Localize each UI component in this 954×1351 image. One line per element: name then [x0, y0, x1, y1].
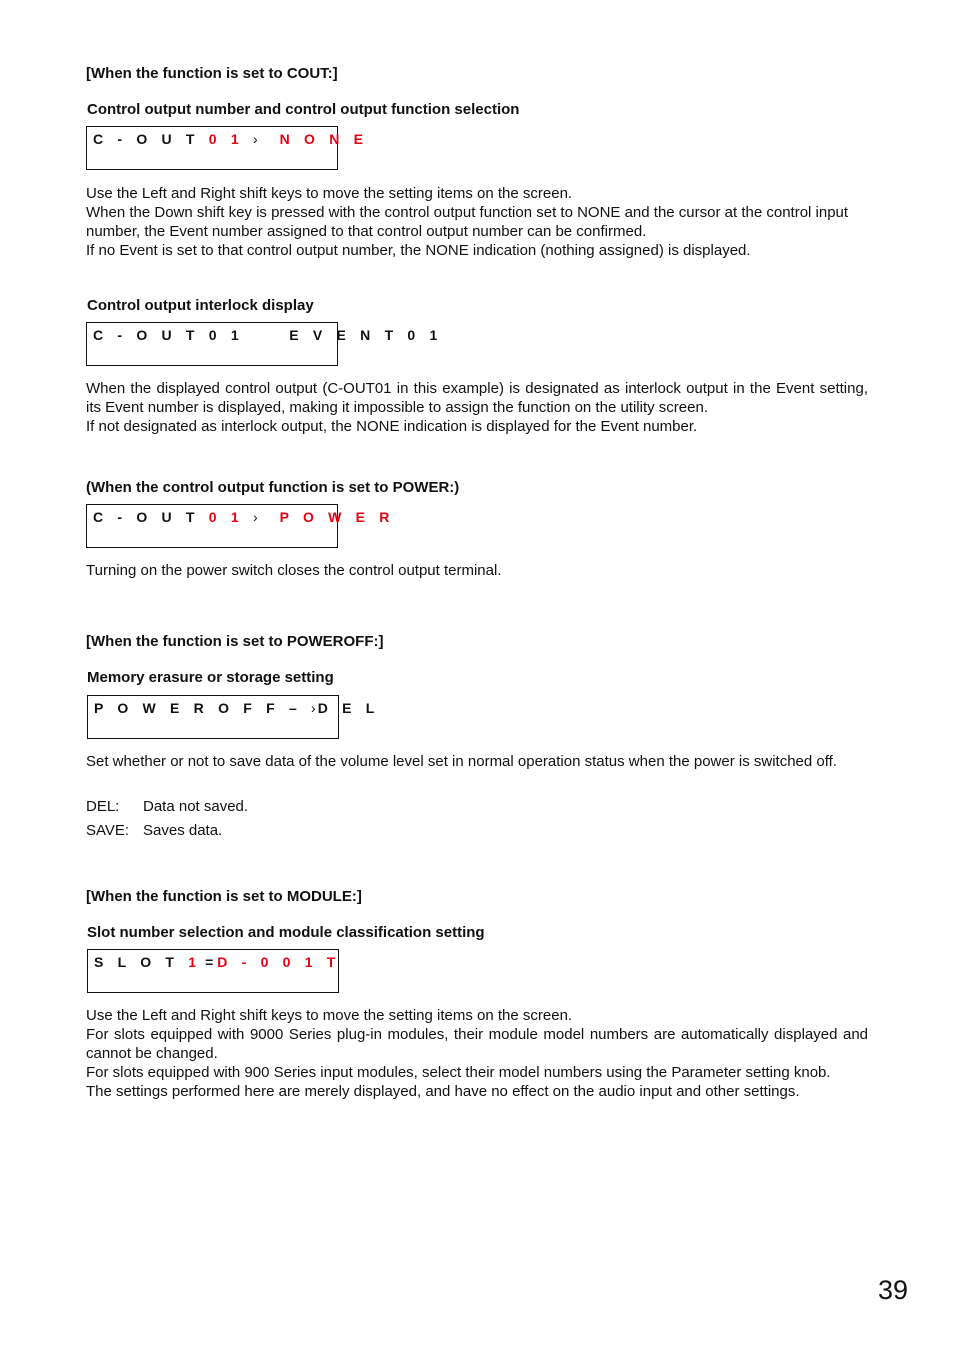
paragraph-interlock: [86, 379, 868, 436]
text-line: Use the Left and Right shift keys to move the setting items on the screen.: [86, 1007, 573, 1024]
section-heading-poweroff: [When the function is set to POWEROFF:]: [86, 633, 384, 650]
option-term: SAVE:: [86, 822, 130, 839]
lcd-value: D E L: [317, 700, 380, 716]
paragraph-power: Turning on the power switch closes the control output terminal.: [86, 562, 502, 579]
text-line: If not designated as interlock output, the NONE indication is displayed for the Event number.: [86, 418, 698, 435]
lcd-function-value: N O N E: [279, 131, 369, 147]
text-line: The settings performed here are merely displayed, and have no effect on the audio input and other settings.: [86, 1083, 800, 1100]
section-heading-module: [When the function is set to MODULE:]: [86, 888, 362, 905]
lcd-prefix: S L O T: [94, 954, 189, 970]
lcd-display-cout-none: [86, 126, 369, 170]
cursor-arrow-icon: ›: [252, 131, 258, 147]
lcd-equals: =: [201, 954, 218, 970]
text-line: For slots equipped with 9000 Series plug-in modules, their module model numbers are automatically displayed and cannot be changed.: [86, 1026, 868, 1062]
page-number: 39: [877, 1275, 908, 1305]
text-line: When the Down shift key is pressed with the control output function set to NONE and the cursor at the control input number, the Event number assigned to that control output number can be confirmed.: [86, 204, 849, 240]
lcd-slot-number: 1: [188, 954, 202, 970]
subheading-slot-selection: Slot number selection and module classification setting: [87, 924, 485, 941]
cursor-arrow-icon: ›: [311, 700, 316, 716]
option-row: [86, 819, 248, 843]
text-line: For slots equipped with 900 Series input modules, select their model numbers using the Parameter setting knob.: [86, 1064, 831, 1081]
paragraph-output-selection: [86, 184, 868, 260]
lcd-output-number: 0 1: [208, 131, 244, 147]
lcd-function-value: P O W E R: [279, 509, 395, 525]
option-row: [86, 795, 248, 819]
option-term: DEL:: [86, 798, 120, 815]
cursor-arrow-icon: ›: [252, 509, 258, 525]
section-heading-cout: [When the function is set to COUT:]: [86, 65, 338, 82]
subheading-power: (When the control output function is set to POWER:): [86, 479, 460, 496]
lcd-model-number: D - 0 0 1 T: [217, 954, 341, 970]
subheading-output-selection: Control output number and control output function selection: [87, 101, 520, 118]
lcd-prefix: P O W E R O F F –: [94, 700, 302, 716]
lcd-display-interlock: C - O U T 0 1 E V E N T 0 1: [86, 322, 338, 366]
lcd-output-number: 0 1: [208, 509, 244, 525]
option-description: Data not saved.: [143, 798, 249, 815]
subheading-memory-setting: Memory erasure or storage setting: [87, 669, 334, 686]
paragraph-poweroff: Set whether or not to save data of the volume level set in normal operation status when the power is switched off.: [86, 753, 837, 770]
lcd-display-slot: [87, 949, 339, 993]
text-line: When the displayed control output (C-OUT01 in this example) is designated as interlock output in the Event setting, its Event number is displayed, making it impossible to assign the function on the utility screen.: [86, 380, 868, 416]
option-description: Saves data.: [143, 822, 223, 839]
lcd-display-poweroff: [87, 695, 380, 739]
lcd-prefix: C - O U T: [93, 131, 209, 147]
text-line: If no Event is set to that control output number, the NONE indication (nothing assigned) is displayed.: [86, 242, 751, 259]
lcd-display-cout-power: [86, 504, 395, 548]
subheading-interlock-display: Control output interlock display: [87, 297, 314, 314]
paragraph-module: [86, 1006, 868, 1101]
option-list: [86, 795, 248, 843]
lcd-prefix: C - O U T: [93, 509, 209, 525]
text-line: Use the Left and Right shift keys to move the setting items on the screen.: [86, 185, 573, 202]
